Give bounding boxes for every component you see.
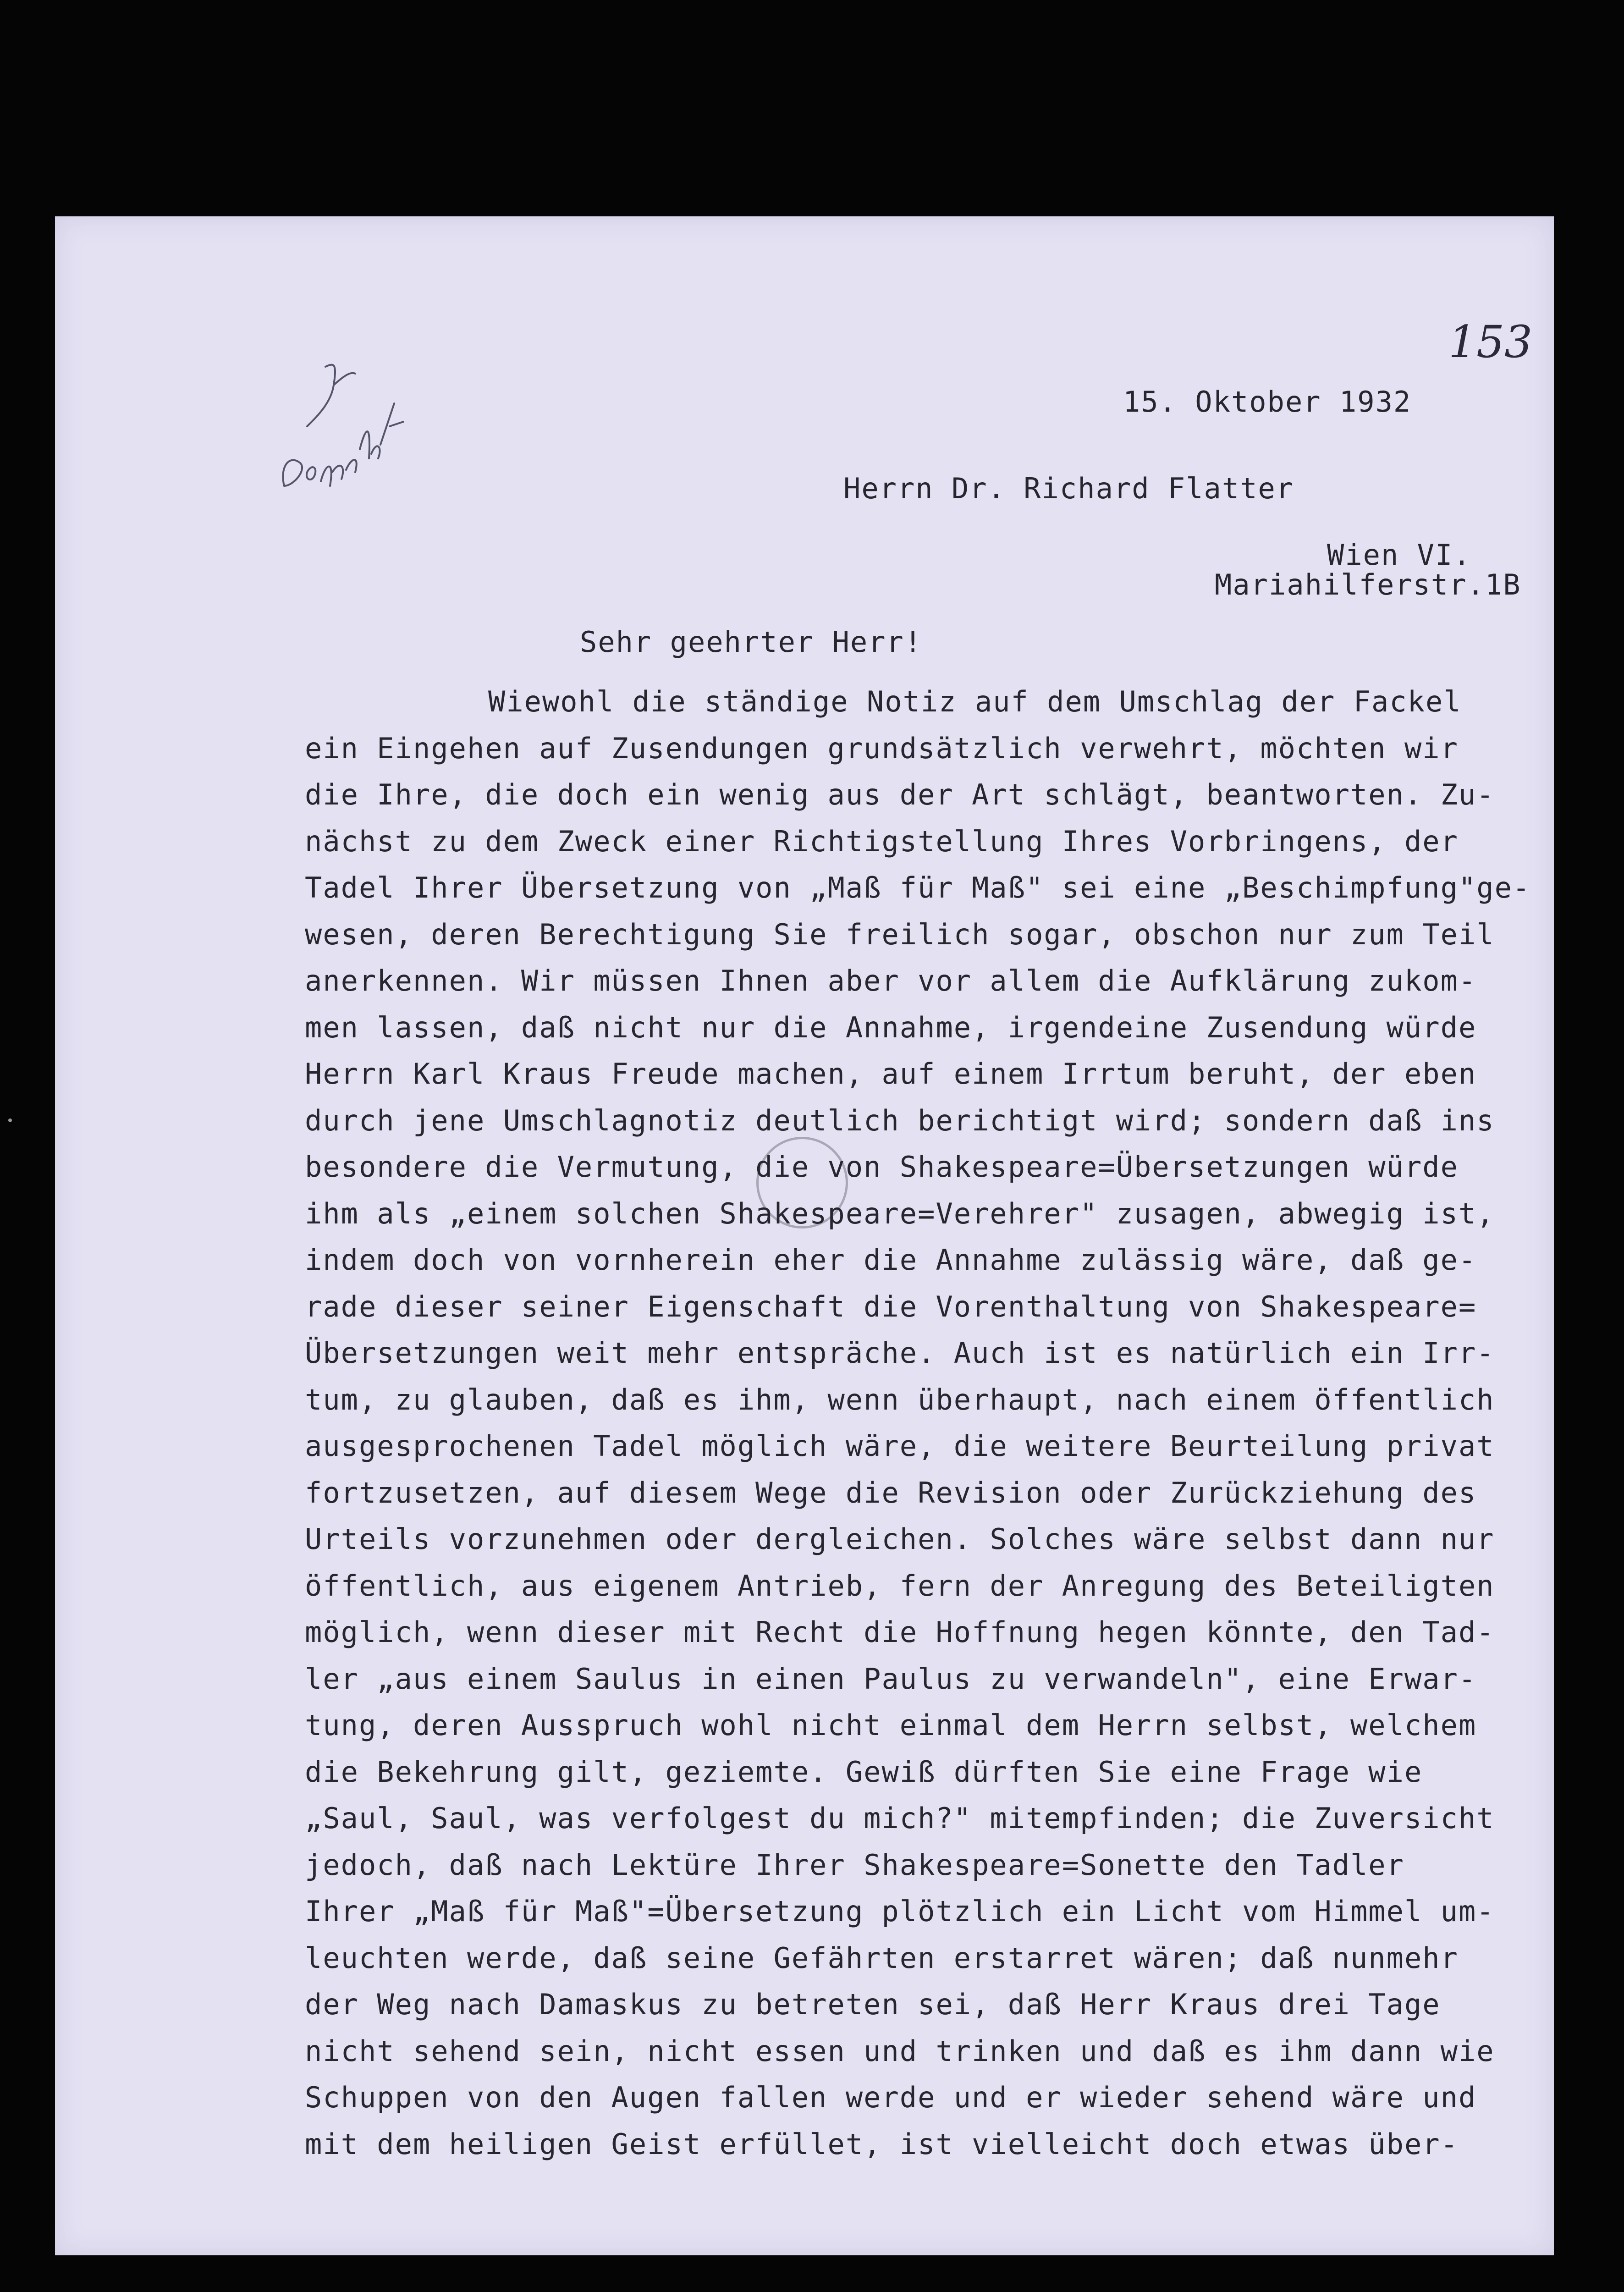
handwritten-margin-note (257, 348, 477, 500)
body-line: mit dem heiligen Geist erfüllet, ist vielleicht doch etwas über- (305, 2127, 1459, 2161)
body-line: die Ihre, die doch ein wenig aus der Art schlägt, beantworten. Zu- (305, 778, 1495, 811)
body-line: tung, deren Ausspruch wohl nicht einmal dem Herrn selbst, welchem (305, 1708, 1477, 1742)
folio-number: 153 (1448, 316, 1533, 368)
recipient-street: Mariahilferstr.1B (1215, 568, 1521, 601)
recipient-city: Wien VI. (1327, 538, 1471, 572)
body-line: „Saul, Saul, was verfolgest du mich?" mitempfinden; die Zuversicht (305, 1802, 1495, 1835)
letter-date: 15. Oktober 1932 (1123, 385, 1412, 419)
punch-hole-mark (8, 1118, 12, 1122)
body-line: nicht sehend sein, nicht essen und trinken und daß es ihm dann wie (305, 2034, 1495, 2068)
body-line: indem doch von vornherein eher die Annahme zulässig wäre, daß ge- (305, 1243, 1477, 1277)
body-line: fortzusetzen, auf diesem Wege die Revision oder Zurückziehung des (305, 1476, 1477, 1510)
salutation: Sehr geehrter Herr! (580, 625, 923, 659)
body-line: ihm als „einem solchen Shakespeare=Verehrer" zusagen, abwegig ist, (305, 1196, 1495, 1230)
body-line: Ihrer „Maß für Maß"=Übersetzung plötzlich ein Licht vom Himmel um- (305, 1895, 1495, 1928)
body-line: möglich, wenn dieser mit Recht die Hoffnung hegen könnte, den Tad- (305, 1615, 1495, 1649)
body-line: durch jene Umschlagnotiz deutlich berichtigt wird; sondern daß ins (305, 1103, 1495, 1137)
body-line: anerkennen. Wir müssen Ihnen aber vor allem die Aufklärung zukom- (305, 964, 1477, 997)
letter-body (305, 678, 1542, 2167)
body-line: besondere die Vermutung, die von Shakespeare=Übersetzungen würde (305, 1150, 1459, 1184)
body-line: Tadel Ihrer Übersetzung von „Maß für Maß" sei eine „Beschimpfung"ge- (305, 871, 1531, 904)
body-line: ausgesprochenen Tadel möglich wäre, die weitere Beurteilung privat (305, 1429, 1495, 1463)
body-line: nächst zu dem Zweck einer Richtigstellung Ihres Vorbringens, der (305, 824, 1459, 858)
body-line: wesen, deren Berechtigung Sie freilich sogar, obschon nur zum Teil (305, 917, 1495, 951)
body-line: die Bekehrung gilt, geziemte. Gewiß dürften Sie eine Frage wie (305, 1755, 1423, 1789)
body-line: Übersetzungen weit mehr entspräche. Auch ist es natürlich ein Irr- (305, 1336, 1495, 1370)
body-line: ler „aus einem Saulus in einen Paulus zu verwandeln", eine Erwar- (305, 1662, 1477, 1696)
body-line: Herrn Karl Kraus Freude machen, auf einem Irrtum beruht, der eben (305, 1057, 1477, 1091)
recipient-name: Herrn Dr. Richard Flatter (843, 472, 1294, 505)
body-line: leuchten werde, daß seine Gefährten erstarret wären; daß nunmehr (305, 1941, 1459, 1975)
body-line: der Weg nach Damaskus zu betreten sei, daß Herr Kraus drei Tage (305, 1988, 1441, 2021)
body-line: men lassen, daß nicht nur die Annahme, irgendeine Zusendung würde (305, 1010, 1477, 1044)
body-line: öffentlich, aus eigenem Antrieb, fern der Anregung des Beteiligten (305, 1569, 1495, 1603)
body-line: ein Eingehen auf Zusendungen grundsätzlich verwehrt, möchten wir (305, 731, 1459, 765)
body-line: tum, zu glauben, daß es ihm, wenn überhaupt, nach einem öffentlich (305, 1383, 1495, 1416)
body-line: Wiewohl die ständige Notiz auf dem Umschlag der Fackel (488, 685, 1462, 718)
body-line: Schuppen von den Augen fallen werde und er wieder sehend wäre und (305, 2081, 1477, 2114)
body-line: Urteils vorzunehmen oder dergleichen. Solches wäre selbst dann nur (305, 1522, 1495, 1556)
body-line: rade dieser seiner Eigenschaft die Vorenthaltung von Shakespeare= (305, 1289, 1477, 1323)
body-line: jedoch, daß nach Lektüre Ihrer Shakespeare=Sonette den Tadler (305, 1848, 1404, 1882)
